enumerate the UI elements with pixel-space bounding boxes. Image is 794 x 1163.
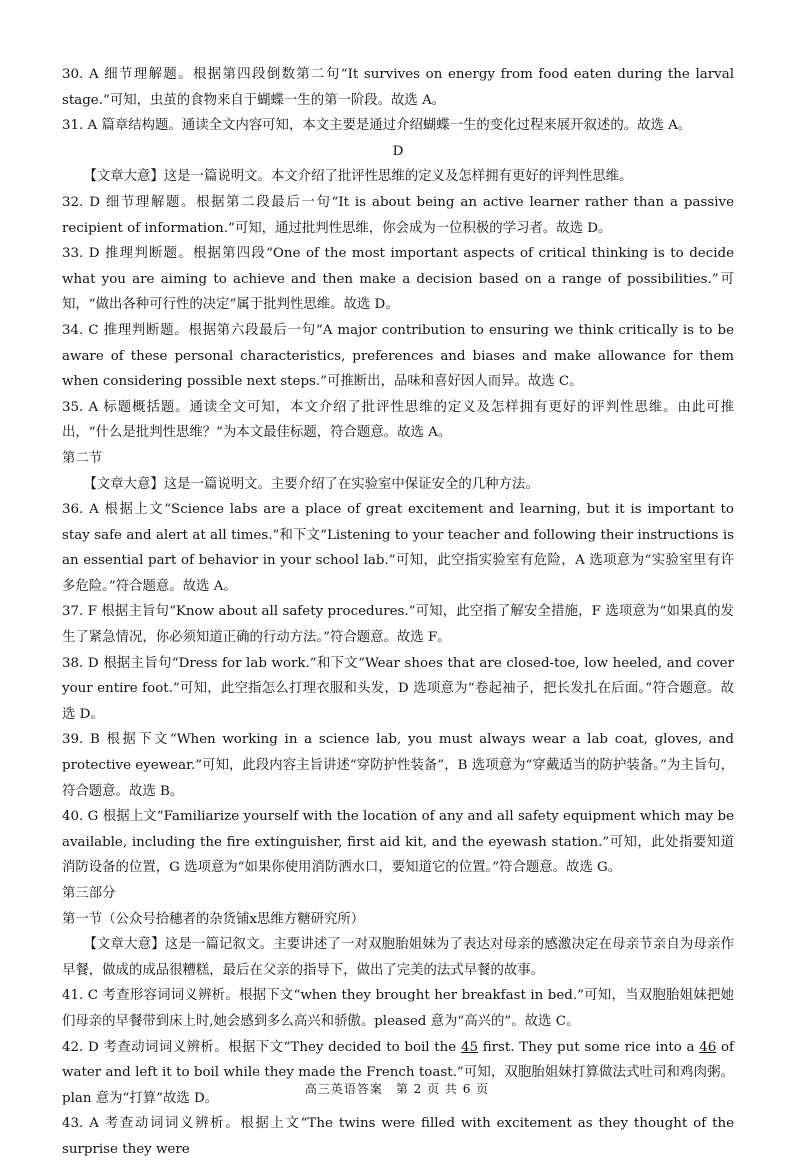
answer-34: 34. C 推理判断题。根据第六段最后一句“A major contribution to ensuring we think critically is to be aware of these personal characteristics, preferences and biases and make allowance for them when considering possible next steps.”可推断出，品味和喜好因人而异。故选 C。 <box>62 322 734 390</box>
answer-38: 38. D 根据主旨句“Dress for lab work.”和下文“Wear shoes that are closed-toe, low heeled, and cover your entire foot.”可知，此空指怎么打理衣服和头发，D 选项意为“卷起袖子，把长发扎在后面。”符合题意。故选 D。 <box>62 655 734 722</box>
summary-section-2: 【文章大意】这是一篇说明文。主要介绍了在实验室中保证安全的几种方法。 <box>83 476 539 492</box>
answer-39: 39. B 根据下文“When working in a science lab, you must always wear a lab coat, gloves, and protective eyewear.”可知，此段内容主旨讲述“穿防护性装备”，B 选项意为“穿戴适当的防护装备。”为主旨句，符合题意。故选 B。 <box>62 732 734 799</box>
answer-37: 37. F 根据主旨句“Know about all safety procedures.”可知，此空指了解安全措施，F 选项意为“如果真的发生了紧急情况，你必须知道正确的行动方法。”符合题意。故选 F。 <box>62 604 734 646</box>
answer-31: 31. A 篇章结构题。通读全文内容可知，本文主要是通过介绍蝴蝶一生的变化过程来展开叙述的。故选 A。 <box>62 118 692 134</box>
summary-part-3: 【文章大意】这是一篇记叙文。主要讲述了一对双胞胎姐妹为了表达对母亲的感激决定在母亲节亲自为母亲作早餐，做成的成品很糟糕，最后在父亲的指导下，做出了完美的法式早餐的故事。 <box>62 937 734 978</box>
answer-35: 35. A 标题概括题。通读全文可知，本文介绍了批评性思维的定义及怎样拥有更好的评判性思维。由此可推出，“什么是批判性思维？”为本文最佳标题，符合题意。故选 A。 <box>62 399 734 441</box>
answer-42 <box>62 1035 734 1112</box>
section-1-heading: 第一节（公众号拾穗者的杂货铺x思维方糖研究所） <box>62 911 365 927</box>
blank-46: 46 <box>699 1039 717 1055</box>
part-3-heading: 第三部分 <box>62 886 116 901</box>
answer-42-text-a: 42. D 考查动词词义辨析。根据下文“They decided to boil the <box>62 1039 461 1055</box>
page-content <box>62 62 734 1163</box>
answer-41: 41. C 考查形容词词义辨析。根据下文“when they brought her breakfast in bed.”可知，当双胞胎姐妹把她们母亲的早餐带到床上时,她会感到多么高兴和骄傲。pleased 意为“高兴的”。故选 C。 <box>62 988 734 1029</box>
blank-45: 45 <box>460 1039 478 1055</box>
answer-42-text-b: first. They put some rice into a <box>478 1039 700 1055</box>
answer-42-text-c: of water and left it to boil while they made the French toast.”可知，双胞胎姐妹打算做法式吐司和鸡肉粥。plan 意为“打算”故选 D。 <box>62 1039 735 1106</box>
answer-36: 36. A 根据上文“Science labs are a place of great excitement and learning, but it is important to stay safe and alert at all times.”和下文“Listening to your teacher and following their instructions is an essential part of behavior in your school lab.”可知，此空指实验室有危险，A 选项意为“实验室里有许多危险。”符合题意。故选 A。 <box>62 502 734 594</box>
section-d-heading: D <box>392 143 404 159</box>
answer-40: 40. G 根据上文“Familiarize yourself with the location of any and all safety equipment which may be available, including the fire extinguisher, first aid kit, and the eyewash station.”可知，此处指要知道消防设备的位置，G 选项意为“如果你使用消防洒水口，要知道它的位置。”符合题意。故选 G。 <box>62 809 734 876</box>
answer-30: 30. A 细节理解题。根据第四段倒数第二句“It survives on energy from food eaten during the larval stage.”可知，虫茧的食物来自于蝴蝶一生的第一阶段。故选 A。 <box>62 67 734 108</box>
summary-passage-d: 【文章大意】这是一篇说明文。本文介绍了批评性思维的定义及怎样拥有更好的评判性思维。 <box>83 169 633 185</box>
answer-43: 43. A 考查动词词义辨析。根据上文“The twins were filled with excitement as they thought of the surprise they were <box>62 1116 734 1157</box>
answer-32: 32. D 细节理解题。根据第二段最后一句“It is about being an active learner rather than a passive recipient of information.”可知，通过批判性思维，你会成为一位积极的学习者。故选 D。 <box>62 194 734 236</box>
answer-33: 33. D 推理判断题。根据第四段“One of the most important aspects of critical thinking is to decide what you are aiming to achieve and then make a decision based on a range of possibilities.”可知，“做出各种可行性的决定”属于批判性思维。故选 D。 <box>62 246 734 313</box>
page-footer: 高三英语答案 第 2 页 共 6 页 <box>304 1082 490 1096</box>
section-2-heading: 第二节 <box>62 450 103 466</box>
